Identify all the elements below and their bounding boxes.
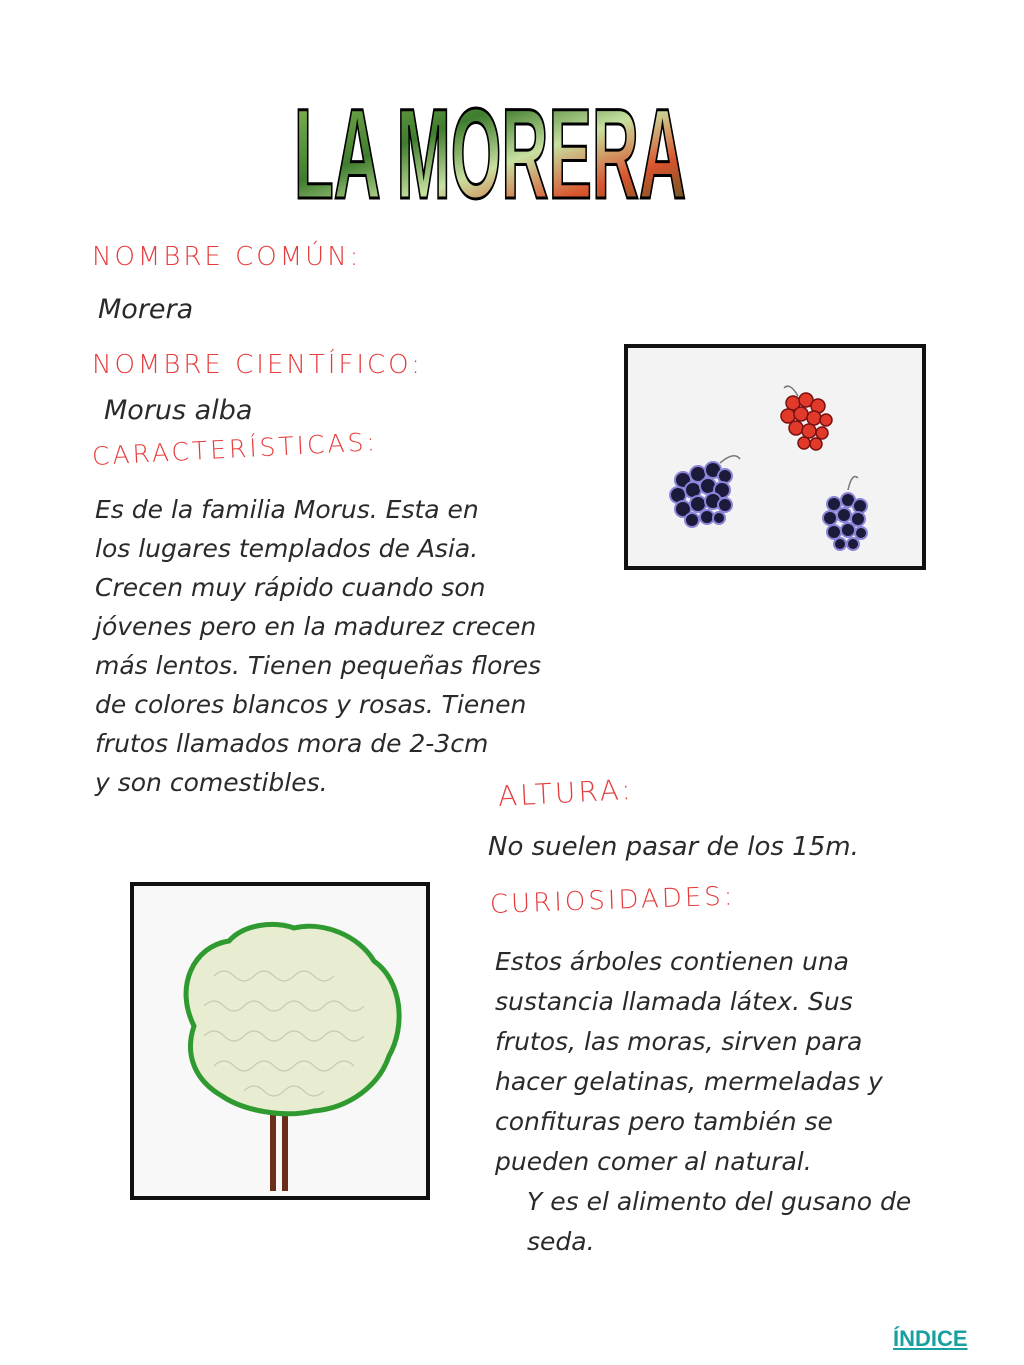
text-line: frutos llamados mora de 2-3cm [95,729,489,758]
tree-drawing [130,882,430,1200]
value-altura: No suelen pasar de los 15m. [488,832,859,862]
text-line: hacer gelatinas, mermeladas y [495,1067,883,1096]
text-line: sustancia llamada látex. Sus [495,987,853,1016]
text-line: frutos, las moras, sirven para [495,1027,863,1056]
text-line: Y es el alimento del gusano de [527,1187,912,1216]
text-line: Es de la familia Morus. Esta en [95,495,479,524]
label-nombre-comun: NOMBRE COMÚN: [92,242,362,272]
page-title [290,80,690,226]
label-caracteristicas: CARACTERÍSTICAS: [91,427,379,471]
text-line: y son comestibles. [95,768,328,797]
mulberry-tree-illustration [134,886,426,1196]
text-line: los lugares templados de Asia. [95,534,479,563]
curiosidades-text [495,942,955,1262]
text-line: Estos árboles contienen una [495,947,849,976]
text-line: jóvenes pero en la madurez crecen [95,612,537,641]
label-curiosidades: CURIOSIDADES: [489,881,736,920]
value-nombre-comun: Morera [98,294,194,325]
title-text: LA MORERA [294,83,686,226]
text-line: confituras pero también se [495,1107,833,1136]
berries-drawing [624,344,926,570]
text-line: más lentos. Tienen pequeñas flores [95,651,542,680]
text-line: pueden comer al natural. [495,1147,812,1176]
text-line: Crecen muy rápido cuando son [95,573,486,602]
indice-link[interactable]: ÍNDICE [893,1326,968,1351]
value-nombre-cientifico: Morus alba [104,395,253,426]
text-line: de colores blancos y rosas. Tienen [95,690,527,719]
label-altura: ALTURA: [497,772,635,813]
text-line: seda. [527,1227,595,1256]
caracteristicas-text [95,490,542,802]
label-nombre-cientifico: NOMBRE CIENTÍFICO: [92,350,423,380]
mulberry-fruits-illustration [628,348,922,566]
